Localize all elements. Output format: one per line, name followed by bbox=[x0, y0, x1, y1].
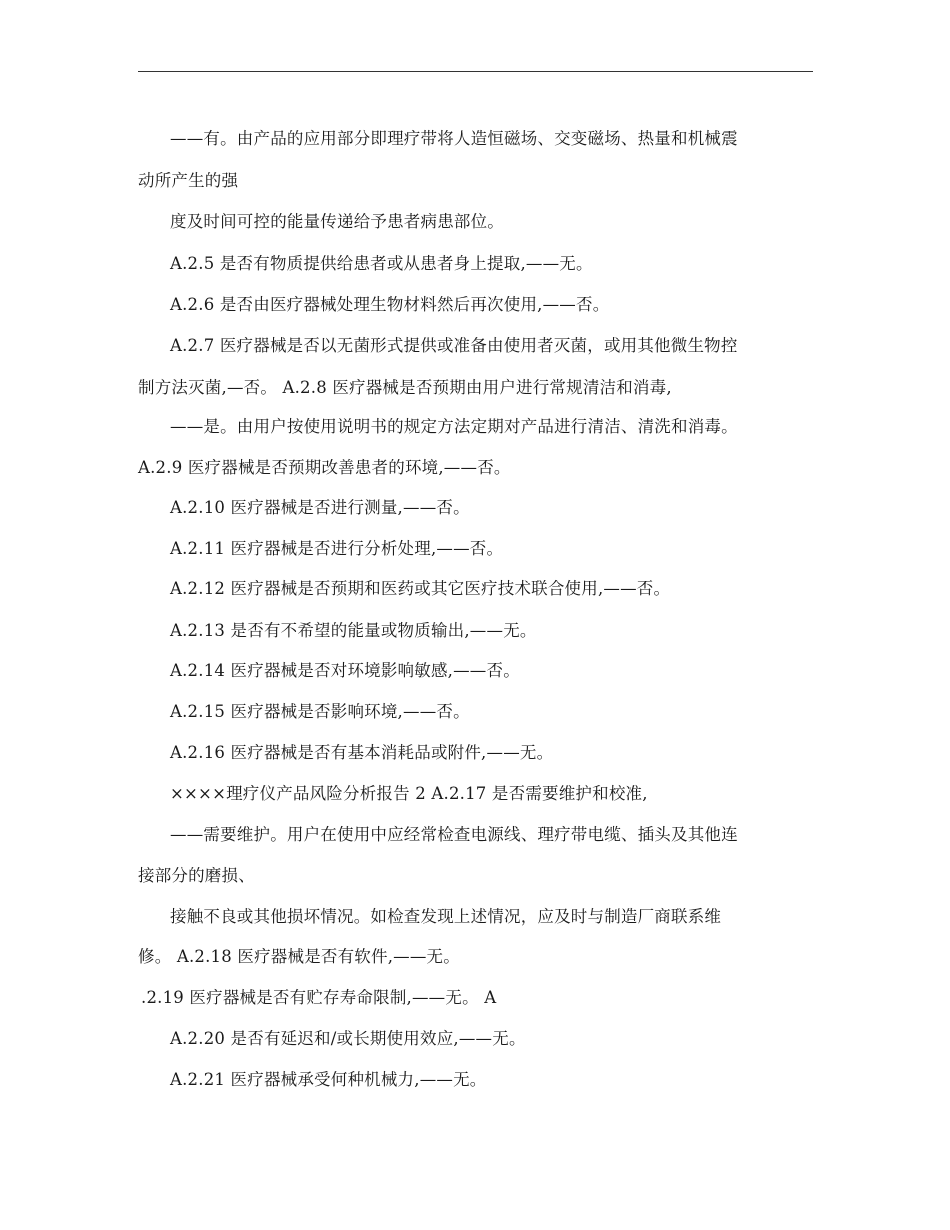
text-line: 制方法灭菌,—否。 A.2.8 医疗器械是否预期由用户进行常规清洁和消毒, bbox=[138, 378, 672, 397]
text-line: A.2.7 医疗器械是否以无菌形式提供或准备由使用者灭菌，或用其他微生物控 bbox=[170, 336, 738, 355]
text-line: 动所产生的强 bbox=[138, 171, 239, 190]
text-line: 度及时间可控的能量传递给予患者病患部位。 bbox=[170, 212, 504, 231]
text-line: ——有。由产品的应用部分即理疗带将人造恒磁场、交变磁场、热量和机械震 bbox=[170, 129, 738, 148]
text-line: A.2.20 是否有延迟和/或长期使用效应,——无。 bbox=[170, 1029, 526, 1048]
text-line: A.2.9 医疗器械是否预期改善患者的环境,——否。 bbox=[138, 458, 511, 477]
text-line: 接部分的磨损、 bbox=[138, 866, 255, 885]
text-line: 接触不良或其他损坏情况。如检查发现上述情况，应及时与制造厂商联系维 bbox=[170, 907, 722, 926]
text-line: .2.19 医疗器械是否有贮存寿命限制,——无。 A bbox=[141, 988, 497, 1007]
text-line: A.2.12 医疗器械是否预期和医药或其它医疗技术联合使用,——否。 bbox=[170, 579, 671, 598]
text-line: ——是。由用户按使用说明书的规定方法定期对产品进行清洁、清洗和消毒。 bbox=[170, 417, 738, 436]
text-line: 修。 A.2.18 医疗器械是否有软件,——无。 bbox=[138, 947, 460, 966]
text-line: A.2.10 医疗器械是否进行测量,——否。 bbox=[170, 498, 470, 517]
text-line: A.2.5 是否有物质提供给患者或从患者身上提取,——无。 bbox=[170, 254, 593, 273]
text-line: ——需要维护。用户在使用中应经常检查电源线、理疗带电缆、插头及其他连 bbox=[170, 825, 738, 844]
text-line: A.2.6 是否由医疗器械处理生物材料然后再次使用,——否。 bbox=[170, 295, 610, 314]
text-line: A.2.11 医疗器械是否进行分析处理,——否。 bbox=[170, 539, 504, 558]
text-line: A.2.14 医疗器械是否对环境影响敏感,——否。 bbox=[170, 661, 520, 680]
text-line: A.2.15 医疗器械是否影响环境,——否。 bbox=[170, 702, 470, 721]
text-line: A.2.13 是否有不希望的能量或物质输出,——无。 bbox=[170, 621, 537, 640]
text-line: A.2.16 医疗器械是否有基本消耗品或附件,——无。 bbox=[170, 743, 554, 762]
text-line: A.2.21 医疗器械承受何种机械力,——无。 bbox=[170, 1070, 487, 1089]
header-rule bbox=[138, 71, 813, 72]
text-line: ××××理疗仪产品风险分析报告 2 A.2.17 是否需要维护和校准, bbox=[170, 784, 648, 803]
